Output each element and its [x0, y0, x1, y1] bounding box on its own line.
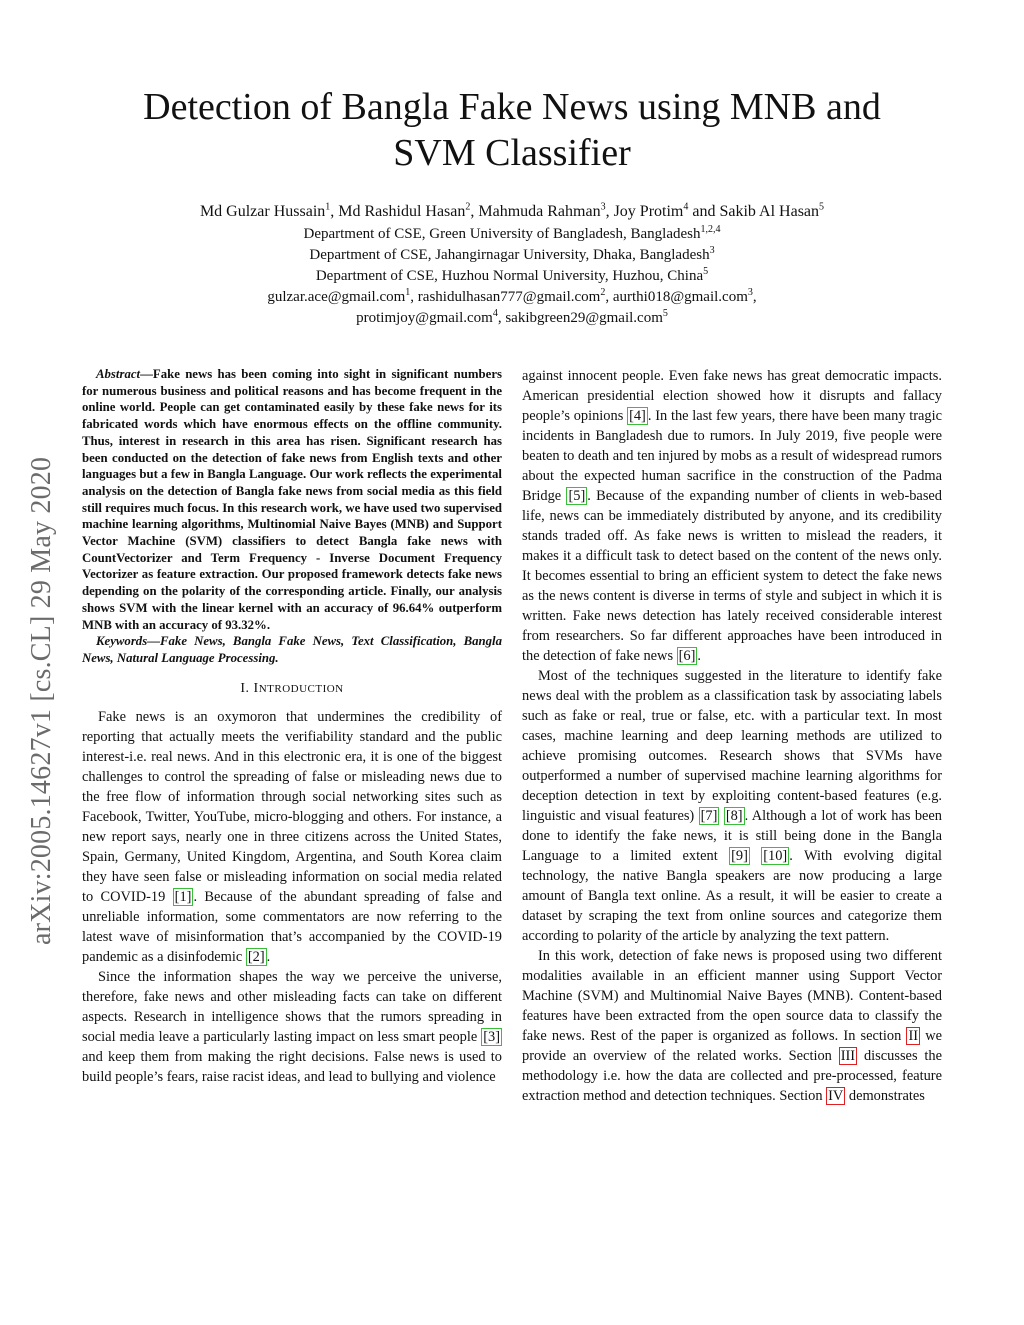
- keywords: [82, 633, 502, 666]
- author-name: , Joy Protim: [605, 203, 684, 220]
- paragraph: against innocent people. Even fake news has great democratic impacts. American presidential election showed how it disrupts and fallacy people’s opinions [4] . In the last few years, there have been many tragic incidents in Bangladesh due to rumors. In July 2019, five people were beaten to death and ten injured by mobs as a result of widespread rumors about the expected human sacrifice in the construction of the Padma Bridge [5] . Because of the expanding number of clients in web-based life, news can be immediately distributed by anyone, and its credibility stands traded off. As fake news is written to mislead the readers, it makes it a difficult task to detect based on the content of the news only. It becomes essential to bring an efficient system to detect the fake news as the news content is diverse in terms of style and subject in which it is written. Fake news detection has lately received considerable interest from researchers. So far different approaches have been introduced in the detection of fake news [6] .: [522, 368, 943, 664]
- title-line-1: Detection of Bangla Fake News using MNB and: [143, 86, 881, 128]
- author-sup: 4: [683, 201, 689, 213]
- author-name: Md Gulzar Hussain: [199, 203, 326, 220]
- author-list: [60, 201, 964, 223]
- author-sup: 5: [819, 201, 825, 213]
- author-sup: 1: [325, 201, 331, 213]
- citation-link[interactable]: [6]: [678, 648, 696, 664]
- citation-link[interactable]: [9]: [731, 848, 748, 864]
- citation-link[interactable]: [3]: [483, 1028, 500, 1045]
- paper-title: [80, 84, 944, 176]
- affiliations: [60, 224, 964, 329]
- paragraph: In this work, detection of fake news is proposed using two different modalities available in an efficient manner using Support Vector Machine (SVM) and Multinomial Naive Bayes (MNB). Content-based features have been extracted from the open source data to classify the fake news. Rest of the paper is organized as follows. In section II we provide an overview of the related works. Section III discusses the methodology i.e. how the data are collected and pre-processed, feature extraction method and detection techniques. Section IV demonstrates: [522, 948, 942, 1104]
- email-line: gulzar.ace@gmail.com$^1$, rashidulhasan777@gmail.com$^2$, aurthi018@gmail.com$^3$,: [267, 287, 757, 305]
- email-line: protimjoy@gmail.com$^4$, sakibgreen29@gmail.com$^5$: [356, 308, 668, 326]
- author-name: and Sakib Al Hasan: [688, 203, 820, 220]
- paragraph: Since the information shapes the way we perceive the universe, therefore, fake news and other misleading facts can take on different aspects. Research in intelligence shows that the rumors spreading in social media leave a particularly lasting impact on less smart people [3] and keep them from making the right decisions. False news is used to build people’s fears, raise racist ideas, and lead to bullying and violence: [82, 968, 502, 1085]
- paragraph: Fake news is an oxymoron that undermines the credibility of reporting that actually meets the verifiability standard and the public interest-i.e. real news. And in this electronic era, it is one of the biggest challenges to control the spreading of false or misleading news due to the free flow of information through social networking sites such as Facebook, Twitter, YouTube, micro-blogging and others. For instance, a new report says, nearly one in three citizens across the United States, Spain, Germany, United Kingdom, Argentina, and South Korea claim they have seen false or misleading information on social media related to COVID-19 [1] . Because of the abundant spreading of false and unreliable information, some commentators are now referring to the latest wave of misinformation that’s accompanied by the COVID-19 pandemic as a disinfodemic [2] .: [82, 708, 502, 965]
- arxiv-identifier: arXiv:2005.14627v1 [cs.CL] 29 May 2020: [26, 456, 57, 945]
- section-ref-link[interactable]: IV: [828, 1088, 844, 1104]
- paragraph: Most of the techniques suggested in the literature to identify fake news deal with the problem as a classification task by associating labels such as fake or real, true or false, etc. with a particular text. In most cases, machine learning and deep learning methods are utilized to achieve promising outcomes. Research shows that SVMs have outperformed a number of supervised machine learning algorithms for deception detection in text by exploiting content-based features (e.g. linguistic and visual features) [7] [8] . Although a lot of work has been done to identify the fake news, it is still being done in the Bangla Language to a limited extent [9] [10] . With evolving digital technology, the native Bangla speakers are now producing a large amount of Bangla text online. As a result, it will be easier to create a dataset by scraping the text from online sources and categorize them according to polarity of the article by analyzing the text pattern.: [522, 668, 943, 944]
- section-ref-link[interactable]: II: [908, 1028, 919, 1044]
- keywords-label: Keywords: [96, 634, 148, 649]
- citation-link[interactable]: [8]: [725, 808, 743, 824]
- section-heading-introduction: I. INTRODUCTION: [240, 680, 344, 696]
- author-sup: 3: [600, 201, 606, 213]
- abstract-text: —Fake news has been coming into sight in significant numbers for numerous business and political reasons and has become frequent in the online world. People can get contaminated easily by these fake news for its fabricated words which have enormous effects on the offline community. Thus, interest in research in this area has risen. Significant research has been conducted on the detection of fake news from English texts and other languages but a few in Bangla Language. Our work reflects the experimental analysis on the detection of Bangla fake news from social media as this field still requires much focus. In this research work, we have used two supervised machine learning algorithms, Multinomial Naive Bayes (MNB) and Support Vector Machine (SVM) classifiers to detect Bangla fake news with CountVectorizer and Term Frequency - Inverse Document Frequency Vectorizer as feature extraction. Our proposed framework detects fake news depending on the polarity of the corresponding article. Finally, our analysis shows SVM with the linear kernel with an accuracy of 96.64% outperform MNB with an accuracy of 93.32%.: [82, 367, 502, 632]
- citation-link[interactable]: [4]: [629, 408, 646, 424]
- left-column: [82, 366, 502, 1087]
- citation-link[interactable]: [10]: [763, 848, 788, 864]
- affiliation-line: Department of CSE, Huzhou Normal University, Huzhou, China$^5$: [315, 266, 709, 284]
- citation-link[interactable]: [2]: [247, 948, 265, 965]
- right-column: [522, 366, 942, 1106]
- section-ref-link[interactable]: III: [840, 1048, 856, 1064]
- affiliation-line: Department of CSE, Jahangirnagar University, Dhaka, Bangladesh$^3$: [309, 245, 715, 263]
- citation-link[interactable]: [1]: [174, 888, 192, 905]
- author-name: , Md Rashidul Hasan: [330, 203, 466, 220]
- title-line-2: SVM Classifier: [393, 132, 631, 174]
- citation-link[interactable]: [7]: [700, 808, 718, 824]
- affiliation-line: Department of CSE, Green University of Bangladesh, Bangladesh$^{1,2,4}$: [303, 224, 721, 242]
- keywords-text: —Fake News, Bangla Fake News, Text Classification, Bangla News, Natural Language Processing.: [82, 634, 502, 665]
- citation-link[interactable]: [5]: [568, 488, 586, 504]
- author-name: , Mahmuda Rahman: [470, 203, 601, 220]
- author-sup: 2: [465, 201, 471, 213]
- abstract: [82, 366, 502, 633]
- abstract-label: Abstract: [96, 367, 141, 381]
